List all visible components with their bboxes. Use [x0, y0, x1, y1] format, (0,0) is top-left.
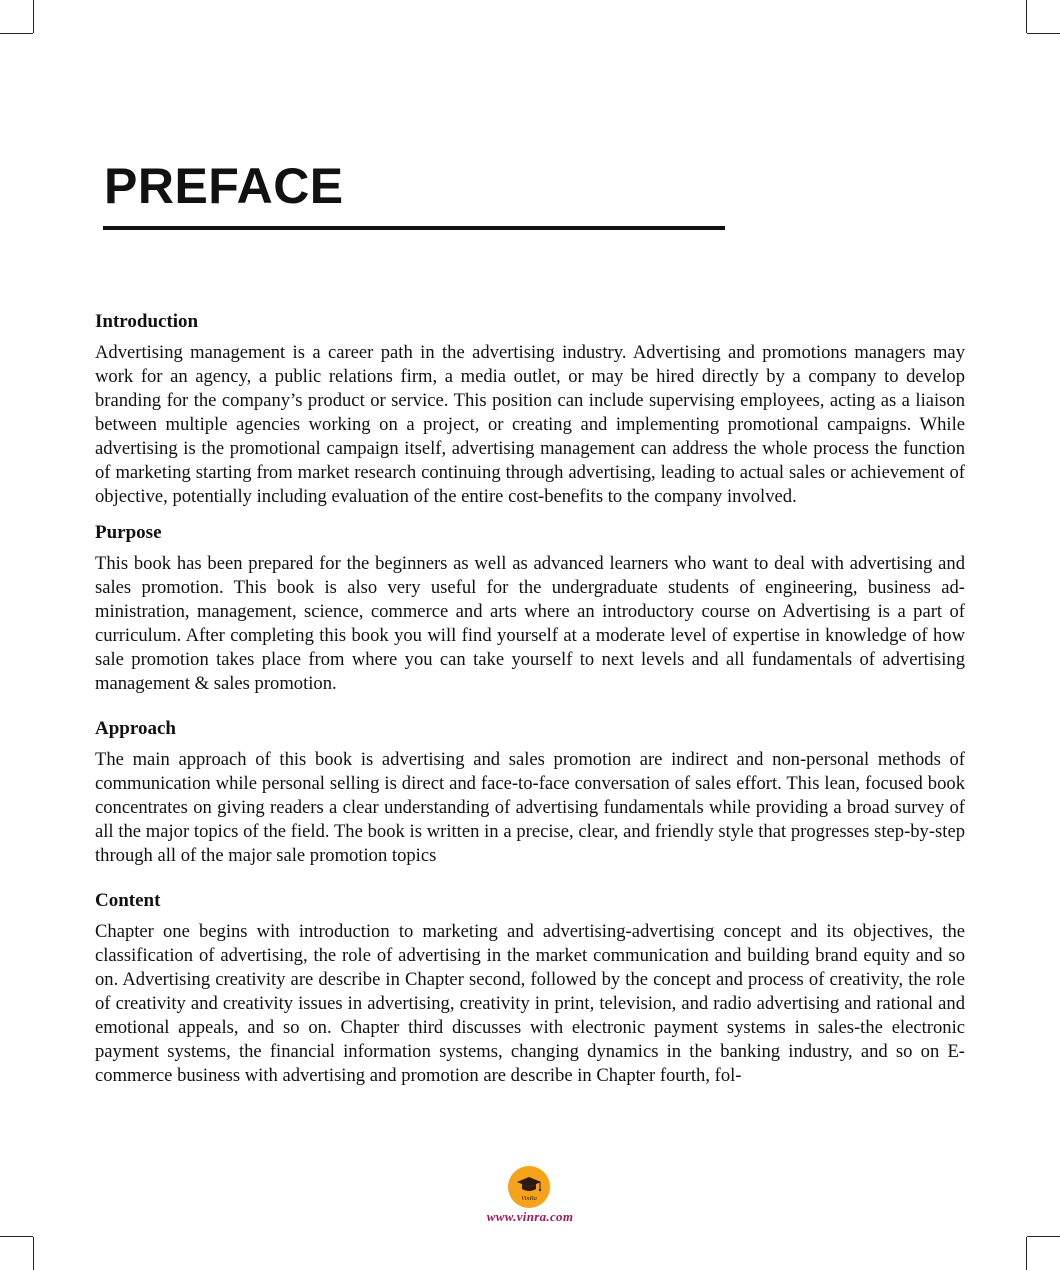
section-paragraph: Chapter one begins with introduction to marketing and advertising-advertising concept and its objectives, the classification of advertising, the role of advertising in the market communication and building brand equity and so on. Advertising creativity are describe in Chapter second, followed by the concept and process of creativity, the role of creativity and creativity issues in advertising, creativity in print, television, and radio advertising and rational and emotional appeals, and so on. Chapter third discusses with electronic payment systems in sales-the electronic payment systems, the financial information systems, changing dynamics in the banking industry, and so on E-commerce business with advertising and promotion are describe in Chapter fourth, fol- [95, 921, 965, 1086]
section-heading: Approach [95, 718, 176, 739]
vinra-logo [507, 1165, 551, 1209]
crop-mark-top-right-vertical [1026, 0, 1027, 33]
crop-mark-top-left-horizontal [0, 33, 33, 34]
section-heading: Purpose [95, 522, 162, 543]
section-content [95, 888, 965, 1088]
crop-mark-bottom-right-horizontal [1027, 1236, 1060, 1237]
section-introduction [95, 309, 965, 509]
section-paragraph: Advertising management is a career path in the advertising industry. Advertising and promotions managers may work for an agency, a public relations firm, a media outlet, or may be hired directly by a company to develop branding for the company’s product or service. This position can include supervising employees, acting as a liaison between multiple agencies working on a project, or creating and implementing promotional campaigns. While advertising is the promotional campaign itself, advertising management can address the whole process the function of marketing starting from market research continuing through advertising, leading to actual sales or achievement of objective, potentially including evaluation of the entire cost-benefits to the company involved. [95, 342, 965, 507]
crop-mark-top-right-horizontal [1027, 33, 1060, 34]
section-paragraph: This book has been prepared for the beginners as well as advanced learners who want to deal with advertising and sales promotion. This book is also very useful for the undergraduate students of engineering, business administration, management, science, commerce and arts where an introductory course on Advertising is a part of curriculum. After completing this book you will find yourself at a moderate level of expertise in knowledge of how sale promotion takes place from where you can take yourself to next levels and all fundamentals of advertising management & sales promotion. [95, 553, 965, 694]
section-purpose [95, 520, 965, 696]
section-heading: Introduction [95, 311, 199, 332]
section-heading: Content [95, 890, 161, 911]
section-paragraph: The main approach of this book is advertising and sales promotion are indirect and non-personal methods of communication while personal selling is direct and face-to-face conversation of sales effort. This lean, focused book concentrates on giving readers a clear understanding of advertising fundamentals while providing a broad survey of all the major topics of the field. The book is written in a precise, clear, and friendly style that progresses step-by-step through all of the major sale promotion topics [95, 749, 965, 866]
section-approach [95, 716, 965, 868]
preface-body [95, 309, 965, 1088]
crop-mark-top-left-vertical [33, 0, 34, 33]
logo-wordmark: VinRa [521, 1195, 537, 1202]
crop-mark-bottom-right-vertical [1026, 1237, 1027, 1270]
page-title: PREFACE [104, 158, 344, 214]
title-underline [103, 226, 725, 230]
crop-mark-bottom-left-vertical [33, 1237, 34, 1270]
website-link[interactable]: www.vinra.com [486, 1209, 574, 1224]
crop-mark-bottom-left-horizontal [0, 1236, 33, 1237]
